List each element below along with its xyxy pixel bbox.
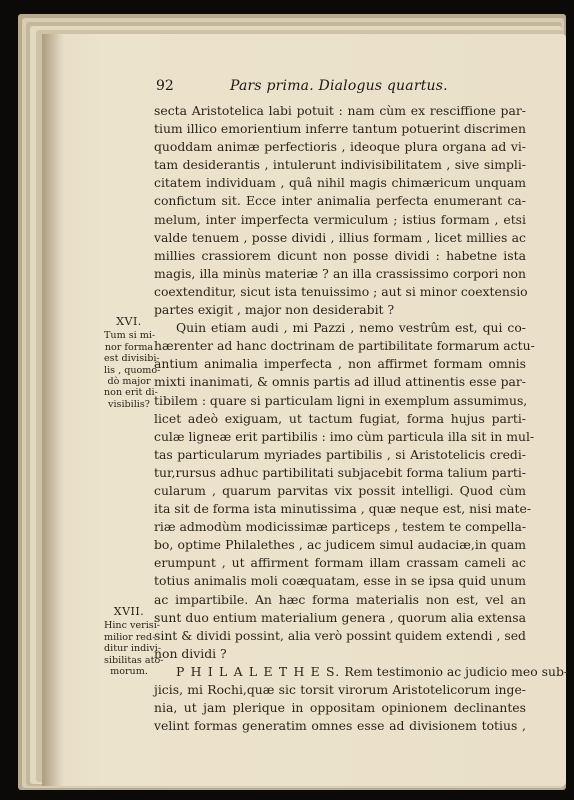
margin-note-17 (104, 605, 164, 678)
text-line: magis, illa minùs materiæ ? an illa crassissimo corpori non (154, 265, 526, 281)
text-line: confictum sit. Ecce inter animalia perfecta enumerant ca- (154, 193, 526, 209)
text-line: hærenter ad hanc doctrinam de partibilitate formarum actu- (154, 338, 535, 354)
text-line: erumpunt , ut affirment formam illam crassam cameli ac (154, 555, 526, 571)
text-line: quoddam animæ perfectioris , ideoque plura organa ad vi- (154, 139, 526, 155)
text-line: ita sit de forma ista minutissima , quæ neque est, nisi mate- (154, 501, 532, 517)
text-line: antium animalia imperfecta , non affirmet formam omnis (154, 356, 526, 372)
text-line: jicis, mi Rochi,quæ sic torsit virorum Aristotelicorum inge- (154, 682, 526, 697)
text-line (154, 663, 569, 681)
main-text (154, 102, 569, 735)
text-line: totius animalis moli coæquatam, esse in se ipsa quid unum (154, 573, 526, 589)
margin-note-number: XVII. (113, 605, 145, 618)
margin-note-line: dò major (107, 376, 151, 388)
margin-note-line: Hinc verisi- (104, 620, 161, 632)
text-line: partes exigit , major non desiderabit ? (154, 302, 395, 318)
margin-note-line: milior red- (104, 631, 156, 643)
text-line: tas particularum myriades partibilis , si Aristotelicis credi- (154, 446, 526, 462)
text-line: sint & dividi possint, alia verò possint quidem extendi , sed (154, 627, 526, 643)
margin-note-number: XVI. (116, 315, 142, 328)
text-line: tium illico emorientium inferre tantum potuerint discrimen (154, 121, 526, 137)
gutter-shadow (42, 34, 64, 786)
margin-note-line: non erit di- (104, 387, 158, 399)
text-line: coextenditur, sicut ista tenuissimo ; aut si minor coextensio (154, 283, 528, 299)
page-number: 92 (156, 78, 174, 94)
text-line: riæ admodùm modicissimæ particeps , testem te compella- (154, 519, 527, 535)
text-line: tam desiderantis , intulerunt indivisibilitatem , sive simpli- (154, 157, 526, 173)
text-line: non dividi ? (154, 645, 227, 661)
page-header (156, 78, 526, 98)
text-line: sunt duo entium materialium genera , quorum alia extensa (154, 609, 526, 625)
speaker-text: Rem testimonio ac judicio meo sub- (344, 663, 569, 679)
margin-note-16 (104, 315, 161, 410)
text-line: millies crassiorem dicunt non posse dividi : habetne ista (154, 247, 526, 263)
margin-note-line: sibilitas ato- (104, 654, 164, 666)
margin-note-line: ditur indivi- (104, 643, 162, 655)
text-line: bo, optime Philalethes , ac judicem simul audaciæ,in quam (154, 537, 526, 553)
margin-note-line: Tum si mi- (104, 330, 156, 342)
text-line: Quin etiam audi , mi Pazzi , nemo vestrûm est, qui co- (176, 320, 526, 336)
margin-note-line: est divisibi- (104, 353, 160, 365)
text-line: velint formas generatim omnes esse ad divisionem totius , (154, 718, 526, 734)
margin-note-line: morum. (110, 666, 148, 678)
text-line: valde tenuem , posse dividi , illius formam , licet millies ac (154, 229, 526, 245)
text-line: secta Aristotelica labi potuit : nam cùm ex resciffione par- (154, 103, 526, 118)
text-line: tibilem : quare si particulam ligni in exemplum assumimus, (154, 392, 528, 408)
margin-note-line: nor forma (104, 341, 154, 353)
text-line: melum, inter imperfecta vermiculum ; istius formam , etsi (154, 211, 526, 227)
text-line: culæ ligneæ erit partibilis : imo cùm particula illa sit in mul- (154, 428, 535, 444)
text-line: citatem individuam , quâ nihil magis chimæricum unquam (154, 175, 526, 191)
text-line: mixti inanimati, & omnis partis ad illud attinentis esse par- (154, 374, 526, 390)
margin-note-line: visibilis? (108, 398, 150, 410)
text-line: tur,rursus adhuc partibilitati subjacebit forma talium parti- (154, 464, 526, 480)
speaker-name: P H I L A L E T H E S. (176, 663, 341, 679)
text-line: nia, ut jam plerique in oppositam opinionem declinantes (154, 700, 526, 716)
text-line: licet adeò exiguam, ut tactum fugiat, forma hujus parti- (154, 410, 526, 426)
text-line: ac impartibile. An hæc forma materialis non est, vel an (154, 591, 526, 607)
margin-note-line: lis , quomo- (104, 364, 161, 376)
text-line: cularum , quarum parvitas vix possit intelligi. Quod cùm (154, 482, 526, 498)
running-head: Pars prima. Dialogus quartus. (230, 78, 448, 94)
